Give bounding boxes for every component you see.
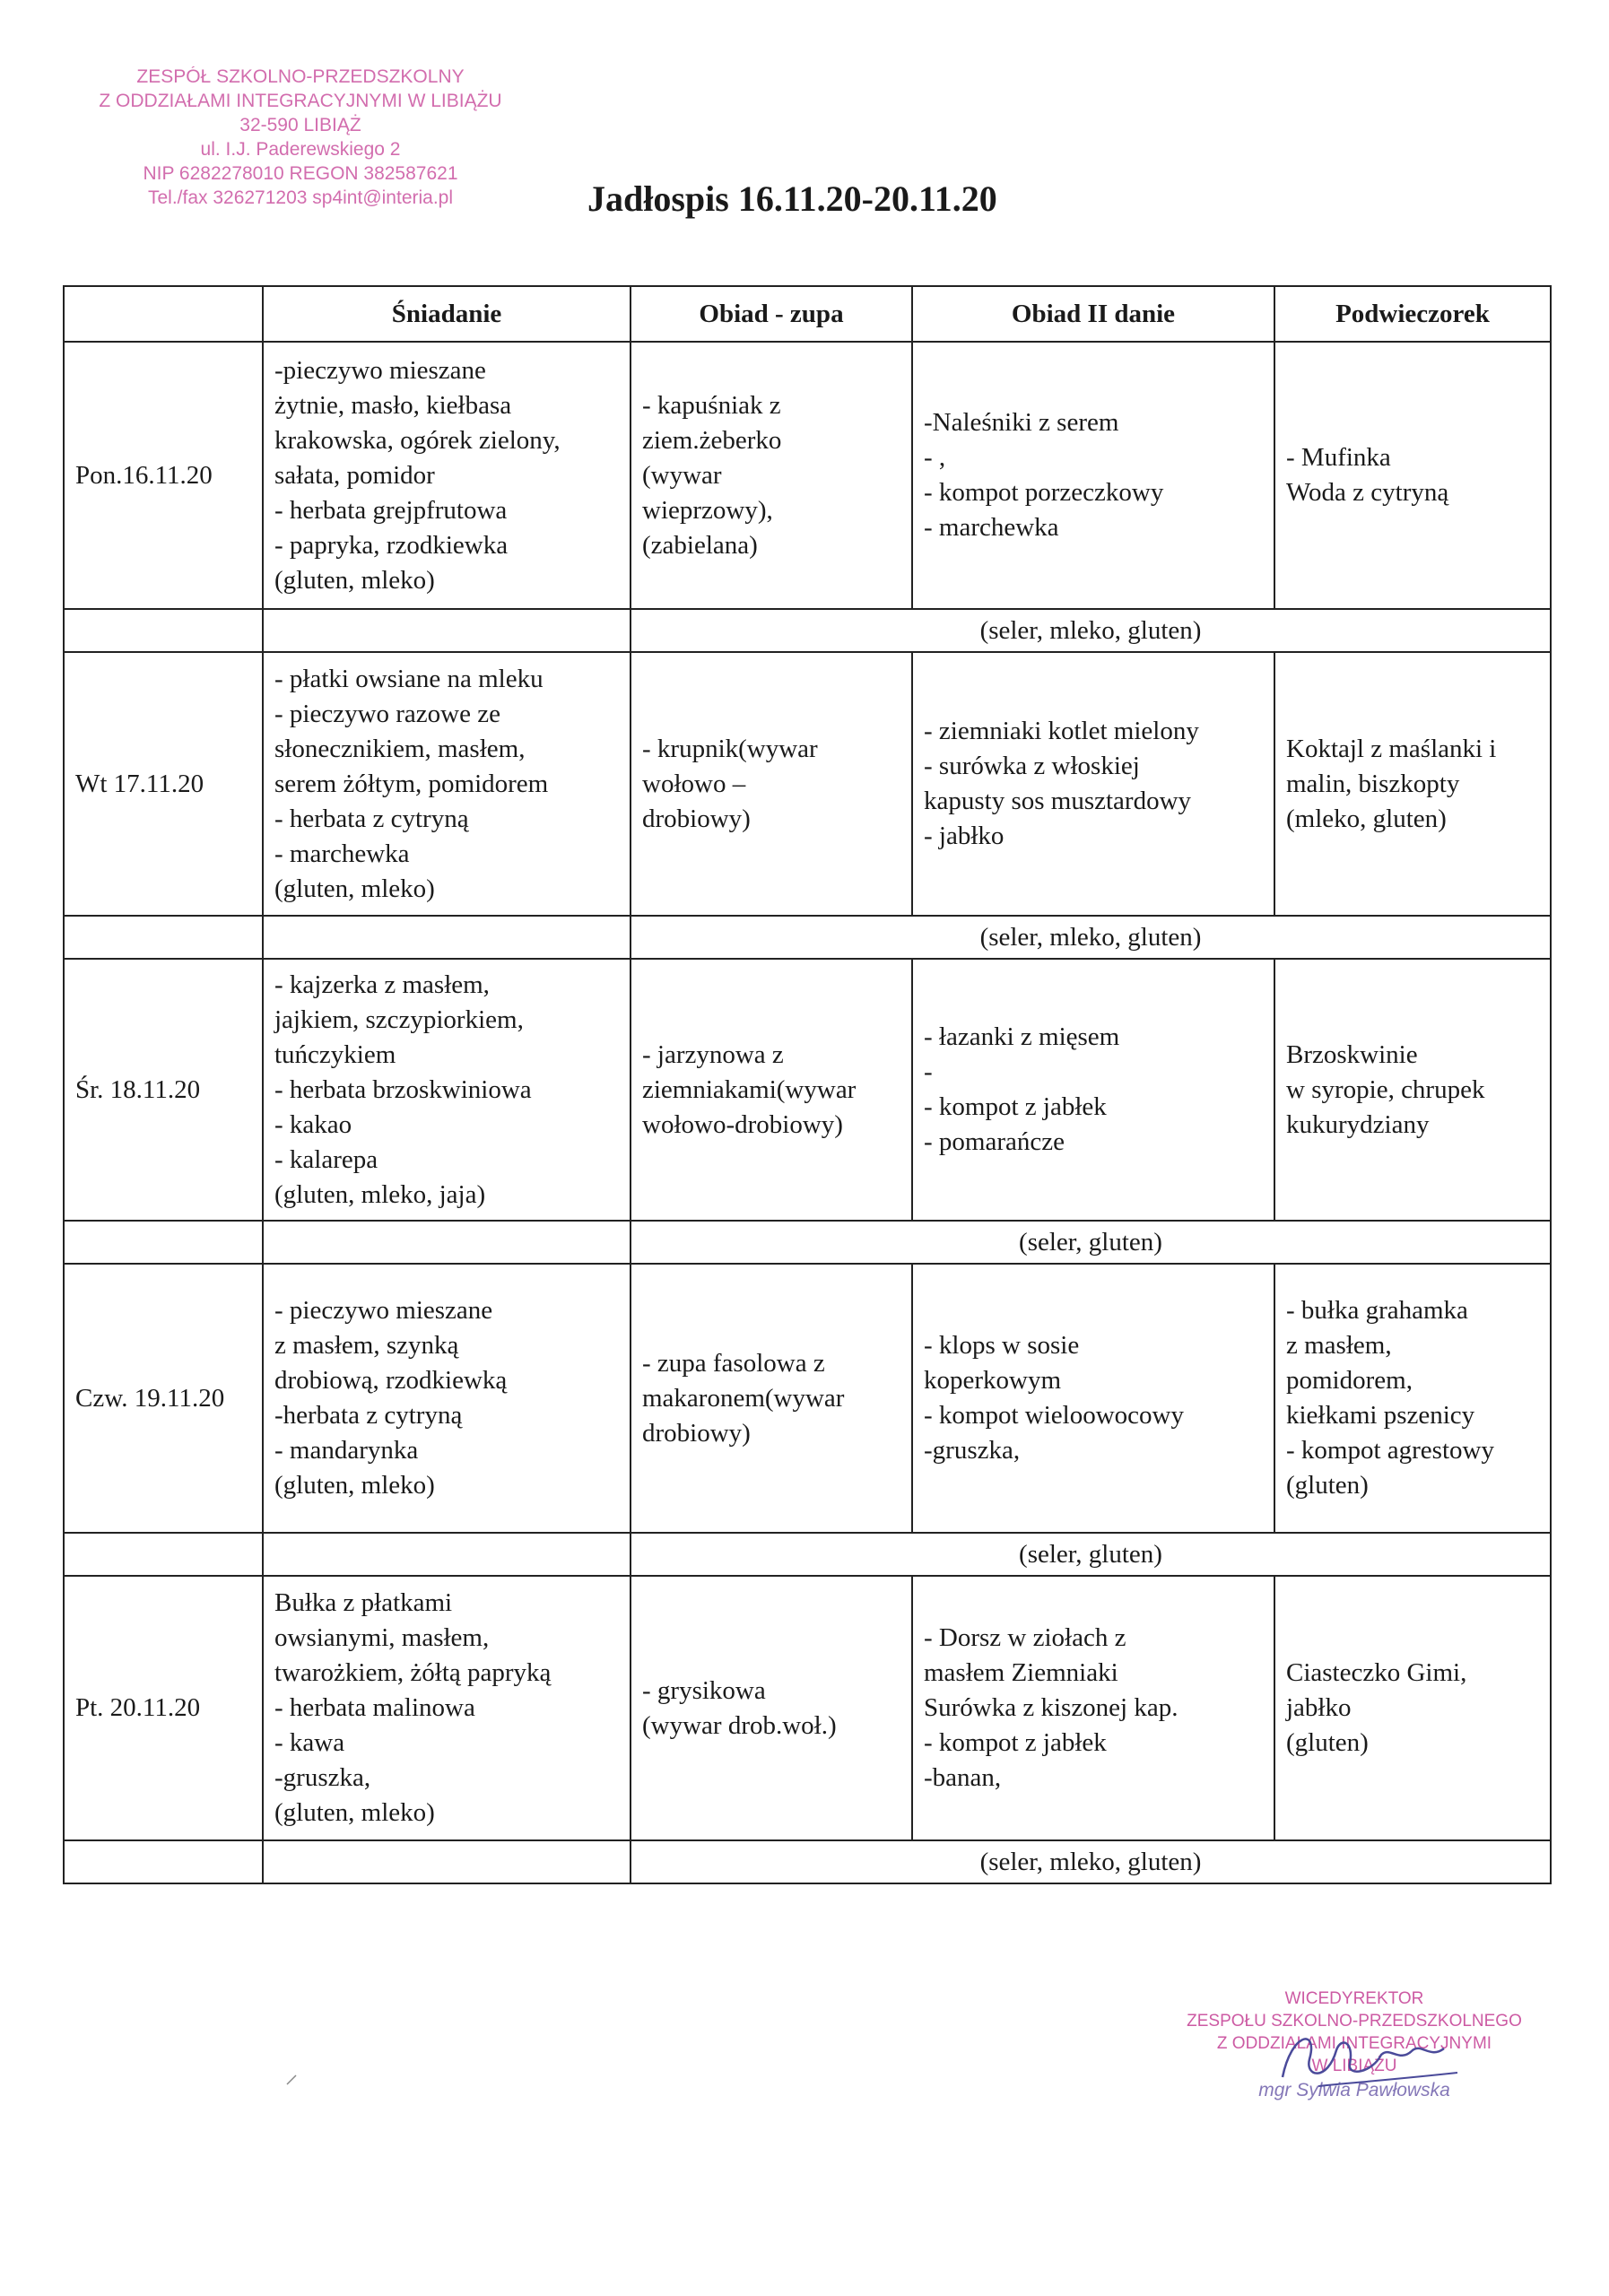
signature-stamp-line: W LIBIĄŻU (1311, 2057, 1397, 2075)
day-label: Pon.16.11.20 (64, 342, 263, 609)
menu-line: -banan, (924, 1763, 1002, 1792)
menu-line: -Naleśniki z serem (924, 408, 1119, 437)
menu-line: - jabłko (924, 822, 1005, 850)
menu-line: drobiową, rzodkiewką (274, 1366, 508, 1395)
column-header-day (64, 286, 263, 342)
menu-line: drobiowy) (642, 1418, 751, 1448)
menu-line: - kawa (274, 1728, 345, 1757)
soup-cell (631, 959, 912, 1221)
menu-line: pomidorem, (1286, 1366, 1413, 1395)
menu-line: wieprzowy), (642, 495, 773, 525)
menu-line: (mleko, gluten) (1286, 804, 1447, 833)
menu-line: Bułka z płatkami (274, 1588, 453, 1617)
menu-line: w syropie, chrupek (1286, 1074, 1485, 1104)
menu-line: - bułka grahamka (1286, 1296, 1468, 1325)
allergen-info: (seler, gluten) (631, 1221, 1551, 1264)
allergen-row (64, 609, 1551, 652)
day-label: Śr. 18.11.20 (64, 959, 263, 1221)
stamp-line: ul. I.J. Paderewskiego 2 (200, 139, 401, 160)
breakfast-cell (263, 342, 631, 609)
soup-cell (631, 652, 912, 916)
main-course-cell (912, 1264, 1274, 1533)
menu-line: - kalarepa (274, 1144, 378, 1174)
allergen-empty-cell (263, 1533, 631, 1576)
menu-line: - herbata z cytryną (274, 804, 469, 833)
allergen-row (64, 1840, 1551, 1883)
breakfast-cell (263, 959, 631, 1221)
day-row (64, 1576, 1551, 1840)
menu-line: - grysikowa (642, 1675, 766, 1705)
menu-line: - herbata malinowa (274, 1693, 475, 1722)
allergen-empty-cell (64, 1533, 263, 1576)
menu-line: - kapuśniak z (642, 390, 781, 420)
menu-line: jabłko (1286, 1693, 1352, 1722)
menu-line: -herbata z cytryną (274, 1401, 463, 1430)
column-header-soup: Obiad - zupa (631, 286, 912, 342)
menu-line: - kompot agrestowy (1286, 1436, 1494, 1465)
allergen-row (64, 1221, 1551, 1264)
main-course-cell (912, 959, 1274, 1221)
handwritten-signature (1265, 2023, 1471, 2095)
menu-line: -gruszka, (274, 1763, 371, 1792)
allergen-row (64, 1533, 1551, 1576)
page-title: Jadłospis 16.11.20-20.11.20 (587, 178, 997, 219)
menu-line: z masłem, szynką (274, 1331, 459, 1360)
menu-line: (wywar (642, 460, 722, 490)
menu-line: słonecznikiem, masłem, (274, 734, 526, 763)
day-label: Pt. 20.11.20 (64, 1576, 263, 1840)
soup-cell (631, 1576, 912, 1840)
menu-line: -pieczywo mieszane (274, 355, 486, 385)
stamp-line: Z ODDZIAŁAMI INTEGRACYJNYMI W LIBIĄŻU (99, 91, 502, 111)
pen-mark (285, 2070, 303, 2088)
menu-line: (gluten, mleko) (274, 565, 435, 595)
allergen-empty-cell (64, 1221, 263, 1264)
menu-line: - Mufinka (1286, 443, 1391, 472)
snack-cell (1274, 342, 1551, 609)
menu-line: kiełkami pszenicy (1286, 1401, 1475, 1430)
menu-line: ziemniakami(wywar (642, 1074, 857, 1104)
day-row (64, 959, 1551, 1221)
breakfast-cell (263, 1576, 631, 1840)
main-course-cell (912, 342, 1274, 609)
allergen-info: (seler, mleko, gluten) (631, 1840, 1551, 1883)
menu-line: - kakao (274, 1109, 352, 1139)
allergen-empty-cell (263, 916, 631, 959)
menu-line: - Dorsz w ziołach z (924, 1623, 1126, 1652)
snack-cell (1274, 1264, 1551, 1533)
signature-stamp-line: WICEDYREKTOR (1284, 1989, 1424, 2008)
stamp-line: NIP 6282278010 REGON 382587621 (143, 163, 458, 184)
menu-line: - marchewka (274, 839, 410, 868)
stamp-line: Tel./fax 326271203 sp4int@interia.pl (147, 187, 454, 208)
menu-line: tuńczykiem (274, 1039, 396, 1069)
menu-line: - , (924, 443, 946, 472)
day-row (64, 342, 1551, 609)
menu-line: - kompot wieloowocowy (924, 1401, 1184, 1430)
menu-line: wołowo – (642, 769, 746, 798)
menu-line: Ciasteczko Gimi, (1286, 1658, 1467, 1687)
allergen-row (64, 916, 1551, 959)
column-header-breakfast: Śniadanie (263, 286, 631, 342)
menu-line: ziem.żeberko (642, 425, 782, 455)
allergen-empty-cell (64, 916, 263, 959)
menu-line: - mandarynka (274, 1436, 419, 1465)
menu-line: - ziemniaki kotlet mielony (924, 717, 1199, 745)
menu-line: - płatki owsiane na mleku (274, 664, 544, 693)
menu-line: kukurydziany (1286, 1109, 1430, 1139)
menu-line: Woda z cytryną (1286, 478, 1449, 507)
menu-line: masłem Ziemniaki (924, 1658, 1118, 1687)
menu-line: kapusty sos musztardowy (924, 787, 1192, 815)
allergen-empty-cell (263, 1840, 631, 1883)
menu-line: - jarzynowa z (642, 1039, 784, 1069)
column-header-main: Obiad II danie (912, 286, 1274, 342)
day-label: Czw. 19.11.20 (64, 1264, 263, 1533)
menu-line: - kajzerka z masłem, (274, 970, 490, 999)
allergen-empty-cell (263, 1221, 631, 1264)
allergen-empty-cell (64, 1840, 263, 1883)
menu-line: (zabielana) (642, 530, 758, 560)
menu-line: drobiowy) (642, 804, 751, 833)
menu-line: - krupnik(wywar (642, 734, 818, 763)
menu-line: (gluten, mleko) (274, 874, 435, 903)
soup-cell (631, 342, 912, 609)
allergen-info: (seler, mleko, gluten) (631, 609, 1551, 652)
menu-line: krakowska, ogórek zielony, (274, 425, 561, 455)
menu-line: Koktajl z maślanki i (1286, 734, 1497, 763)
breakfast-cell (263, 652, 631, 916)
allergen-info: (seler, mleko, gluten) (631, 916, 1551, 959)
menu-line: - kompot z jabłek (924, 1092, 1107, 1121)
allergen-empty-cell (263, 609, 631, 652)
menu-line: Brzoskwinie (1286, 1039, 1418, 1069)
menu-line: wołowo-drobiowy) (642, 1109, 843, 1139)
menu-line: (gluten, mleko, jaja) (274, 1179, 486, 1209)
snack-cell (1274, 959, 1551, 1221)
menu-line: (wywar drob.woł.) (642, 1710, 837, 1740)
menu-line: sałata, pomidor (274, 460, 435, 490)
breakfast-cell (263, 1264, 631, 1533)
menu-line: (gluten) (1286, 1471, 1369, 1500)
header-row (64, 286, 1551, 342)
menu-line: - kompot porzeczkowy (924, 478, 1164, 507)
menu-line: - herbata grejpfrutowa (274, 495, 508, 525)
signatory-name: mgr Sylwia Pawłowska (1258, 2080, 1450, 2100)
allergen-info: (seler, gluten) (631, 1533, 1551, 1576)
menu-line: - (924, 1057, 933, 1086)
stamp-line: 32-590 LIBIĄŻ (239, 115, 361, 135)
day-row (64, 1264, 1551, 1533)
column-header-snack: Podwieczorek (1274, 286, 1551, 342)
stamp-line: ZESPÓŁ SZKOLNO-PRZEDSZKOLNY (136, 66, 465, 87)
menu-line: - herbata brzoskwiniowa (274, 1074, 532, 1104)
menu-line: owsianymi, masłem, (274, 1623, 490, 1652)
signature-stamp-line: Z ODDZIAŁAMI INTEGRACYJNYMI (1216, 2034, 1492, 2053)
allergen-empty-cell (64, 609, 263, 652)
menu-line: - klops w sosie (924, 1331, 1080, 1360)
menu-line: - surówka z włoskiej (924, 752, 1140, 780)
menu-line: koperkowym (924, 1366, 1062, 1395)
menu-line: (gluten, mleko) (274, 1798, 435, 1827)
menu-line: twarożkiem, żółtą papryką (274, 1658, 552, 1687)
menu-line: malin, biszkopty (1286, 769, 1460, 798)
day-label: Wt 17.11.20 (64, 652, 263, 916)
menu-line: - pieczywo mieszane (274, 1296, 493, 1325)
menu-line: - papryka, rzodkiewka (274, 530, 509, 560)
menu-line: - kompot z jabłek (924, 1728, 1107, 1757)
menu-line: serem żółtym, pomidorem (274, 769, 549, 798)
menu-line: makaronem(wywar (642, 1383, 845, 1413)
menu-line: jajkiem, szczypiorkiem, (274, 1004, 524, 1034)
day-row (64, 652, 1551, 916)
signature-stamp-line: ZESPOŁU SZKOLNO-PRZEDSZKOLNEGO (1187, 2012, 1522, 2031)
menu-line: żytnie, masło, kiełbasa (274, 390, 512, 420)
menu-line: -gruszka, (924, 1436, 1021, 1465)
menu-line: - marchewka (924, 513, 1059, 542)
menu-line: (gluten, mleko) (274, 1471, 435, 1500)
menu-table (63, 285, 1552, 1884)
menu-line: Surówka z kiszonej kap. (924, 1693, 1178, 1722)
menu-line: - zupa fasolowa z (642, 1348, 825, 1378)
menu-line: z masłem, (1286, 1331, 1392, 1360)
menu-line: - pomarańcze (924, 1127, 1065, 1156)
menu-line: - pieczywo razowe ze (274, 699, 500, 728)
soup-cell (631, 1264, 912, 1533)
menu-line: (gluten) (1286, 1728, 1369, 1757)
main-course-cell (912, 652, 1274, 916)
snack-cell (1274, 1576, 1551, 1840)
school-stamp (90, 65, 511, 210)
main-course-cell (912, 1576, 1274, 1840)
snack-cell (1274, 652, 1551, 916)
menu-line: - łazanki z mięsem (924, 1022, 1120, 1051)
